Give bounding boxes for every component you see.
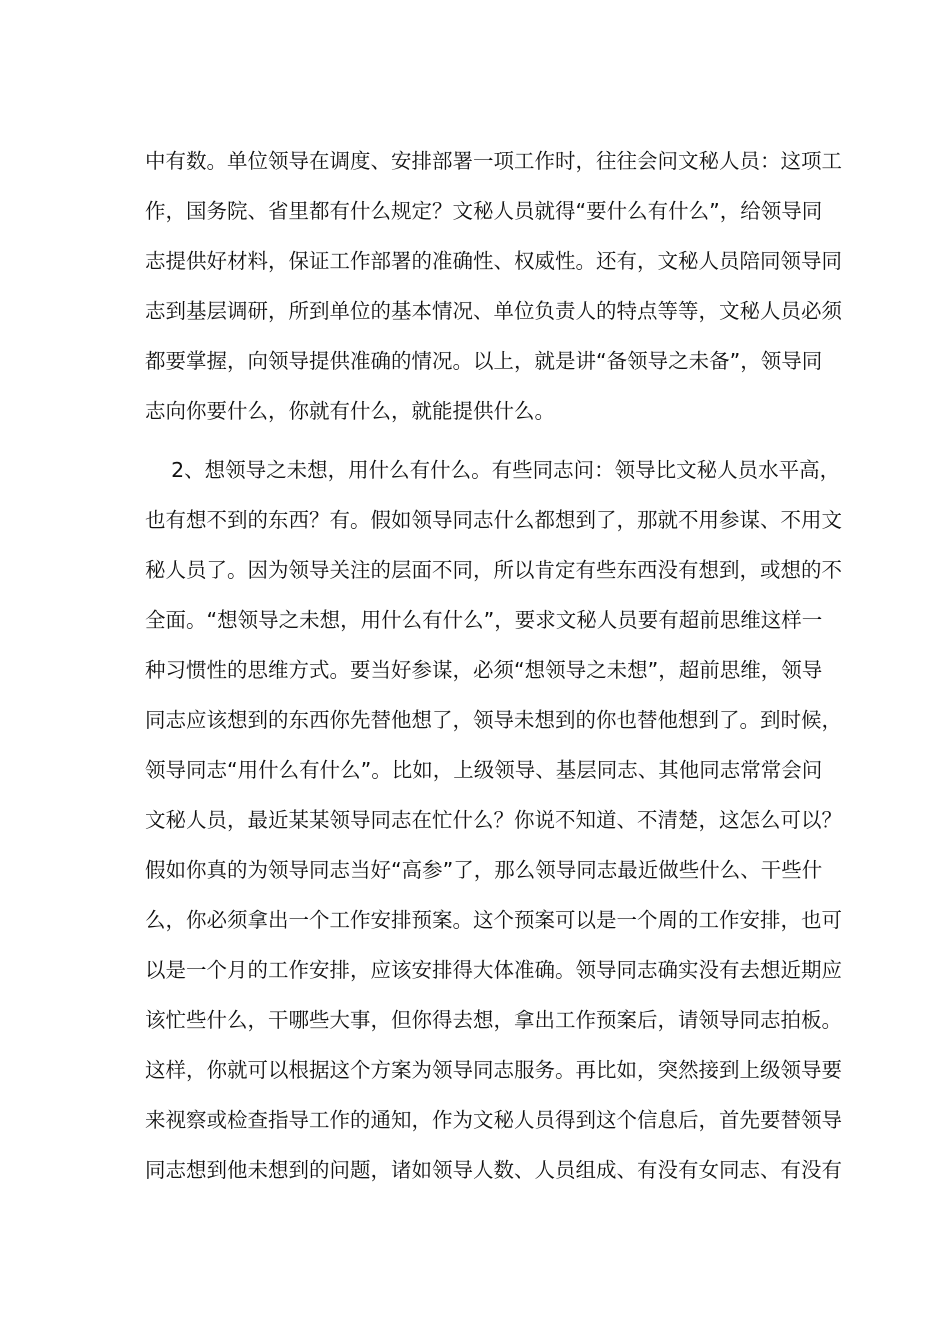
text-line: 该忙些什么，干哪些大事，但你得去想，拿出工作预案后，请领导同志拍板。 xyxy=(145,1008,842,1032)
text-line: 中有数。单位领导在调度、安排部署一项工作时，往往会问文秘人员：这项工 xyxy=(145,149,842,173)
text-line: 同志想到他未想到的问题，诸如领导人数、人员组成、有没有女同志、有没有 xyxy=(145,1158,842,1182)
text-line: 2、想领导之未想，用什么有什么。有些同志问：领导比文秘人员水平高， xyxy=(145,458,841,482)
text-line: 秘人员了。因为领导关注的层面不同，所以肯定有些东西没有想到，或想的不 xyxy=(145,558,842,582)
text-line: 种习惯性的思维方式。要当好参谋，必须“想领导之未想”，超前思维，领导 xyxy=(145,658,823,682)
text-line: 志到基层调研，所到单位的基本情况、单位负责人的特点等等，文秘人员必须 xyxy=(145,299,842,323)
text-line: 领导同志“用什么有什么”。比如，上级领导、基层同志、其他同志常常会问 xyxy=(145,758,823,782)
text-line: 也有想不到的东西？有。假如领导同志什么都想到了，那就不用参谋、不用文 xyxy=(145,508,842,532)
text-line: 志提供好材料，保证工作部署的准确性、权威性。还有，文秘人员陪同领导同 xyxy=(145,249,842,273)
text-line: 假如你真的为领导同志当好“高参”了，那么领导同志最近做些什么、干些什 xyxy=(145,858,823,882)
text-line: 同志应该想到的东西你先替他想了，领导未想到的你也替他想到了。到时候， xyxy=(145,708,842,732)
text-line: 来视察或检查指导工作的通知，作为文秘人员得到这个信息后，首先要替领导 xyxy=(145,1108,842,1132)
text-line: 作，国务院、省里都有什么规定？文秘人员就得“要什么有什么”，给领导同 xyxy=(145,199,823,223)
text-line: 文秘人员，最近某某领导同志在忙什么？你说不知道、不清楚，这怎么可以？ xyxy=(145,808,842,832)
text-line: 志向你要什么，你就有什么，就能提供什么。 xyxy=(145,399,555,423)
text-line: 以是一个月的工作安排，应该安排得大体准确。领导同志确实没有去想近期应 xyxy=(145,958,842,982)
text-line: 全面。“想领导之未想，用什么有什么”，要求文秘人员要有超前思维这样一 xyxy=(145,608,823,632)
text-line: 都要掌握，向领导提供准确的情况。以上，就是讲“备领导之未备”，领导同 xyxy=(145,349,823,373)
text-line: 么，你必须拿出一个工作安排预案。这个预案可以是一个周的工作安排，也可 xyxy=(145,908,842,932)
text-line: 这样，你就可以根据这个方案为领导同志服务。再比如，突然接到上级领导要 xyxy=(145,1058,842,1082)
